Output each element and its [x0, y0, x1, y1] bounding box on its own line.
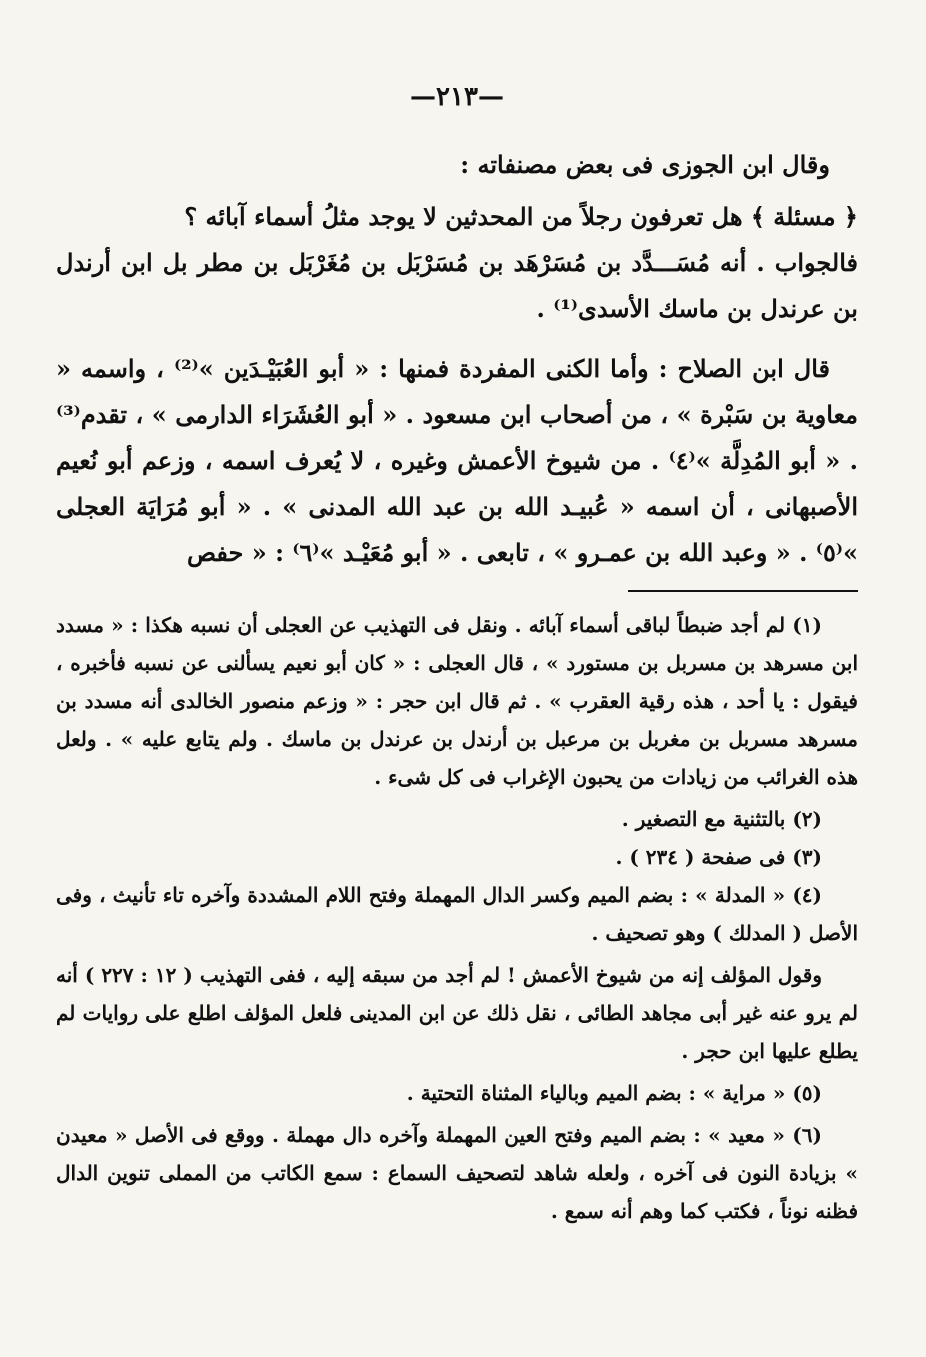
- ibn-salah-paragraph: قال ابن الصلاح : وأما الكنى المفردة فمنها : « أبو العُبَيْـدَين »⁽²⁾ ، واسمه « معاوية بن سَبْرة » ، من أصحاب ابن مسعود . « أبو العُشَرَاء الدارمى » ، تقدم⁽³⁾ . « أبو المُدِلَّة »⁽٤⁾ . من شيوخ الأعمش وغيره ، لا يُعرف اسمه ، وزعم أبو نُعيم الأصبهانى ، أن اسمه « عُبيـد الله بن عبد الله المدنى » . « أبو مُرَايَة العجلى »⁽٥⁾ . « وعبد الله بن عمـرو » ، تابعى . « أبو مُعَيْـد »⁽٦⁾ : « حفص: [56, 354, 859, 567]
- page-number: —٢١٣—: [410, 82, 504, 112]
- footnote-5: (٥) « مراية » : بضم الميم وبالياء المثناة التحتية .: [406, 1081, 822, 1105]
- footnotes: [56, 606, 858, 1230]
- answer-paragraph: فالجواب . أنه مُسَـــدَّد بن مُسَرْهَد بن مُسَرْبَل بن مُغَرْبَل بن مطر بل ابن أرندل بن عرندل بن ماسك الأسدى⁽¹⁾ .: [56, 248, 858, 323]
- question-paragraph: ﴿ مسئلة ﴾ هل تعرفون رجلاً من المحدثين لا يوجد مثلُ أسماء آبائه ؟: [184, 202, 858, 231]
- footnote-6: (٦) « معيد » : بضم الميم وفتح العين المهملة وآخره دال مهملة . ووقع فى الأصل « معيدن » بزيادة النون فى آخره ، ولعله شاهد لتصحيف السماع : سمع الكاتب من المملى تنوين الدال فظنه نوناً ، فكتب كما وهم أنه سمع .: [56, 1123, 858, 1223]
- footnote-3: (٣) فى صفحة ( ٢٣٤ ) .: [615, 845, 822, 869]
- footnote-divider: [628, 590, 858, 592]
- footnote-2: (٢) بالتثنية مع التصغير .: [621, 807, 822, 831]
- intro-paragraph: وقال ابن الجوزى فى بعض مصنفاته :: [460, 150, 830, 179]
- footnote-4-comment: وقول المؤلف إنه من شيوخ الأعمش ! لم أجد من سبقه إليه ، ففى التهذيب ( ١٢ : ٢٢٧ ) أنه لم يرو عنه غير أبى مجاهد الطائى ، نقل ذلك عن ابن المدينى فلعل المؤلف اطلع على روايات لم يطلع عليها ابن حجر .: [56, 963, 858, 1063]
- footnote-1: (١) لم أجد ضبطاً لباقى أسماء آبائه . ونقل فى التهذيب عن العجلى أن نسبه هكذا : « مسدد ابن مسرهد بن مسربل بن مستورد » ، قال العجلى : « كان أبو نعيم يسألنى عن نسبه فأخبره ، فيقول : يا أحد ، هذه رقية العقرب » . ثم قال ابن حجر : « وزعم منصور الخالدى أنه مسدد بن مسرهد مسربل بن مغربل بن مرعبل بن أرندل بن عرندل بن ماسك . ولم يتابع عليه » . ولعل هذه الغرائب من زيادات من يحبون الإغراب فى كل شىء .: [56, 613, 858, 789]
- main-text: [56, 142, 858, 576]
- footnote-4: (٤) « المدلة » : بضم الميم وكسر الدال المهملة وفتح اللام المشددة وآخره تاء تأنيث ، وفى الأصل ( المدلك ) وهو تصحيف .: [56, 883, 858, 945]
